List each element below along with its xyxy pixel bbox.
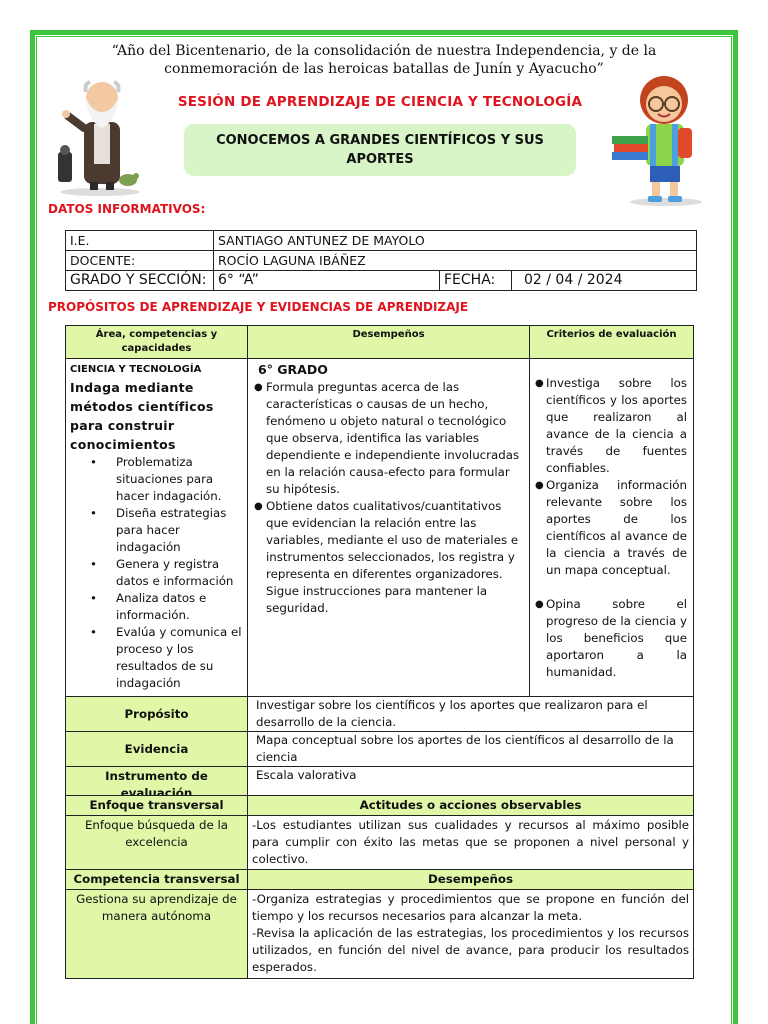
bullet-icon: ●: [535, 599, 544, 610]
area-cell: [66, 359, 248, 697]
datos-table: [65, 230, 697, 291]
criterio-item: [534, 477, 687, 579]
col-area: Área, competencias y capacidades: [66, 326, 248, 359]
table-row: [66, 697, 694, 732]
criterio-item: [534, 596, 687, 681]
table-row: [66, 359, 694, 697]
capacidades-list: [70, 454, 243, 692]
desempeno-text: Obtiene datos cualitativos/cuantitativos que evidencian la relación entre las variables, mediante el uso de materiales e instrumentos seleccionados, los registra y representa en diferentes organizadores. Sigue instrucciones para mantener la seguridad.: [266, 499, 519, 615]
table-row: [66, 890, 694, 979]
banner-text: CONOCEMOS A GRANDES CIENTÍFICOS Y SUS APORTES: [216, 133, 544, 167]
instrumento-value: Escala valorativa: [248, 767, 694, 804]
list-item: • Diseña estrategias para hacer indagación: [86, 505, 243, 556]
grado-value: 6° “A”: [214, 271, 440, 291]
criterio-text: Investiga sobre los científicos y los aportes que realizaron al avance de la ciencia a través de fuentes confiables.: [546, 376, 687, 475]
proposito-value: Investigar sobre los científicos y los aportes que realizaron para el desarrollo de la ciencia.: [248, 697, 694, 732]
table-row: [66, 732, 694, 767]
grado-heading: 6° GRADO: [258, 362, 328, 377]
bullet-icon: ●: [535, 378, 544, 389]
list-item: • Genera y registra datos e información: [86, 556, 243, 590]
table-header-row: [66, 326, 694, 359]
ie-label: I.E.: [66, 231, 214, 251]
session-title: SESIÓN DE APRENDIZAJE DE CIENCIA Y TECNOLOGÍA: [177, 94, 583, 110]
criterio-item: [534, 375, 687, 477]
transversal-table: [65, 795, 694, 979]
table-row: [66, 251, 697, 271]
evidencia-value: Mapa conceptual sobre los aportes de los científicos al desarrollo de la ciencia: [248, 732, 694, 767]
col-actitudes: Actitudes o acciones observables: [248, 796, 694, 816]
table-header-row: [66, 796, 694, 816]
table-header-row: [66, 870, 694, 890]
actitud-value: -Los estudiantes utilizan sus cualidades y recursos al máximo posible para cumplir con éxito las metas que se proponen a nivel personal y colectivo.: [248, 816, 694, 870]
ie-value: SANTIAGO ANTUNEZ DE MAYOLO: [214, 231, 697, 251]
desempeno-item: [254, 498, 523, 617]
evidencia-label: Evidencia: [66, 732, 248, 767]
col-criterios: Criterios de evaluación: [530, 326, 694, 359]
col-desempenos: Desempeños: [248, 326, 530, 359]
fecha-value: 02 / 04 / 2024: [512, 271, 697, 291]
table-row: [66, 816, 694, 870]
col-competencia: Competencia transversal: [66, 870, 248, 890]
enfoque-value: Enfoque búsqueda de la excelencia: [66, 816, 248, 870]
docente-value: ROCÍO LAGUNA IBÁÑEZ: [214, 251, 697, 271]
year-motto: “Año del Bicentenario, de la consolidación de nuestra Independencia, y de la conmemoración de las heroicas batallas de Junín y Ayacucho”: [111, 43, 657, 77]
criterios-cell: [530, 359, 694, 697]
criterio-text: Opina sobre el progreso de la ciencia y los beneficios que aportaron a la humanidad.: [546, 597, 687, 679]
datos-heading: DATOS INFORMATIVOS:: [48, 202, 206, 216]
competencia-name: Indaga mediante métodos científicos para construir conocimientos: [70, 380, 214, 452]
col-enfoque: Enfoque transversal: [66, 796, 248, 816]
table-row: [66, 231, 697, 251]
desempeno-item: [254, 379, 523, 498]
student-illustration: [610, 66, 716, 206]
scientist-illustration: [54, 72, 146, 196]
bullet-icon: ●: [254, 382, 263, 393]
fecha-label: FECHA:: [440, 271, 512, 291]
session-banner: [184, 124, 576, 176]
criterio-text: Organiza información relevante sobre los aportes de los científicos al avance de la ciencia a través de un mapa conceptual.: [546, 478, 687, 577]
list-item: • Analiza datos e información.: [86, 590, 243, 624]
list-item: • Problematiza situaciones para hacer indagación.: [86, 454, 243, 505]
bullet-icon: ●: [535, 480, 544, 491]
propositos-table: [65, 325, 694, 804]
area-name: CIENCIA Y TECNOLOGÍA: [70, 364, 202, 375]
desempenos-trans-cell: [248, 890, 694, 979]
proposito-label: Propósito: [66, 697, 248, 732]
instrumento-label: Instrumento de evaluación: [66, 767, 248, 804]
col-desempenos-trans: Desempeños: [248, 870, 694, 890]
table-row: [66, 271, 697, 291]
grado-label: GRADO Y SECCIÓN:: [66, 271, 214, 291]
list-item: • Evalúa y comunica el proceso y los resultados de su indagación: [86, 624, 243, 692]
desempeno-trans-2: -Revisa la aplicación de las estrategias, los procedimientos y los recursos utilizados, en función del nivel de avance, para producir los resultados esperados.: [252, 926, 689, 974]
desempeno-trans-1: -Organiza estrategias y procedimientos que se propone en función del tiempo y los recursos necesarios para alcanzar la meta.: [252, 892, 689, 923]
bullet-icon: ●: [254, 501, 263, 512]
desempeno-text: Formula preguntas acerca de las características o causas de un hecho, fenómeno u objeto natural o tecnológico que observa, identifica las variables dependiente e independiente involucradas en la relación causa-efecto para formular su hipótesis.: [266, 380, 520, 496]
propositos-heading: PROPÓSITOS DE APRENDIZAJE Y EVIDENCIAS DE APRENDIZAJE: [48, 300, 469, 314]
docente-label: DOCENTE:: [66, 251, 214, 271]
competencia-value: Gestiona su aprendizaje de manera autónoma: [66, 890, 248, 979]
desempenos-cell: [248, 359, 530, 697]
